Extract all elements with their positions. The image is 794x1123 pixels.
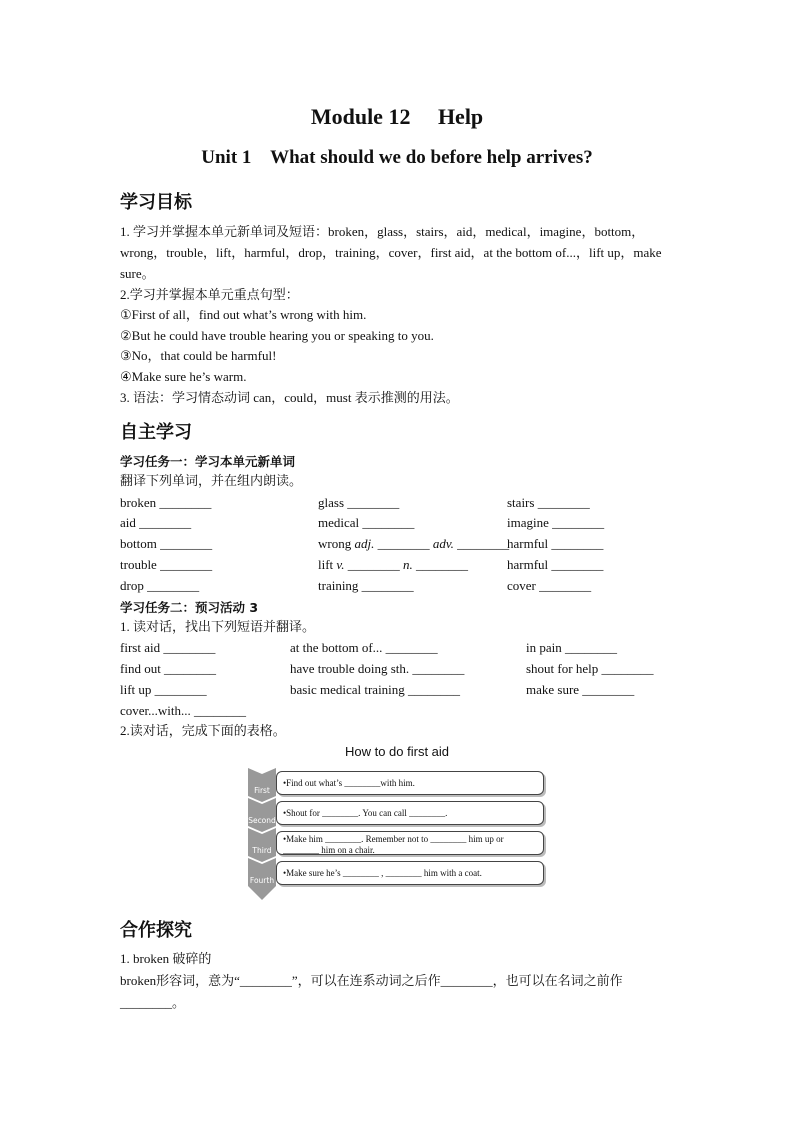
task2-instruction-1: 1. 读对话，找出下列短语并翻译。 xyxy=(120,619,316,634)
task1-instruction: 翻译下列单词，并在组内朗读。 xyxy=(120,473,303,488)
sentence-1: ①First of all，find out what’s wrong with him. xyxy=(120,307,367,322)
objective-2: 2.学习并掌握本单元重点句型： xyxy=(120,287,299,302)
module-title: Module 12 Help xyxy=(310,104,484,129)
objective-3: 3. 语法：学习情态动词 can，could，must 表示推测的用法。 xyxy=(120,390,459,405)
step-box-first: •Find out what’s ________with him. xyxy=(276,771,544,795)
word-item: harmful ________ xyxy=(507,557,604,572)
sentence-3: ③No，that could be harmful! xyxy=(120,348,277,363)
word-item: medical ________ xyxy=(318,515,415,530)
task2-instruction-2: 2.读对话，完成下面的表格。 xyxy=(120,723,286,738)
objectives-heading: 学习目标 xyxy=(120,192,192,213)
sentence-4: ④Make sure he’s warm. xyxy=(120,369,247,384)
word-item: glass ________ xyxy=(318,495,400,510)
table-title: How to do first aid xyxy=(344,744,450,759)
phrase-item: have trouble doing sth. ________ xyxy=(290,661,465,676)
word-item: broken ________ xyxy=(120,495,212,510)
phrase-item: find out ________ xyxy=(120,661,217,676)
phrase-item: first aid ________ xyxy=(120,640,216,655)
phrase-item: make sure ________ xyxy=(526,682,635,697)
step-label-third: Third xyxy=(252,846,272,855)
word-item: wrong adj. ________ adv. ________ xyxy=(318,536,510,551)
coop-item-1-text: broken形容词，意为“________”，可以在连系动词之后作________，也可以在名词之前作________。 xyxy=(120,973,623,1010)
word-item: lift v. ________ n. ________ xyxy=(318,557,468,572)
step-label-second: Second xyxy=(248,816,276,825)
phrase-item: lift up ________ xyxy=(120,682,207,697)
step-box-fourth: •Make sure he’s ________ , ________ him with a coat. xyxy=(276,861,544,885)
word-item: bottom ________ xyxy=(120,536,213,551)
phrase-item: at the bottom of... ________ xyxy=(290,640,438,655)
unit-title: Unit 1 What should we do before help arrives? xyxy=(201,147,593,168)
coop-item-1: 1. broken 破碎的 xyxy=(120,951,212,966)
phrase-item: in pain ________ xyxy=(526,640,617,655)
self-study-heading: 自主学习 xyxy=(120,422,192,443)
word-item: trouble ________ xyxy=(120,557,213,572)
phrase-item: basic medical training ________ xyxy=(290,682,461,697)
task2-title: 学习任务二：预习活动 3 xyxy=(120,600,259,615)
word-item: aid ________ xyxy=(120,515,192,530)
word-item: training ________ xyxy=(318,578,414,593)
task1-title: 学习任务一：学习本单元新单词 xyxy=(120,454,296,469)
step-label-fourth: Fourth xyxy=(249,876,275,885)
word-item: cover ________ xyxy=(507,578,592,593)
phrase-item: shout for help ________ xyxy=(526,661,654,676)
word-item: harmful ________ xyxy=(507,536,604,551)
phrase-last: cover...with... ________ xyxy=(120,703,247,718)
word-item: imagine ________ xyxy=(507,515,605,530)
step-label-first: First xyxy=(254,786,270,795)
sentence-2: ②But he could have trouble hearing you or speaking to you. xyxy=(120,328,434,343)
objective-1: 1. 学习并掌握本单元新单词及短语：broken，glass，stairs，aid，medical，imagine，bottom，wrong，trouble，lift，harmful，drop，training，cover，first aid，at the bottom of...，lift up，make sure。 xyxy=(120,224,662,281)
step-box-third: •Make him ________. Remember not to ________ him up or ________ him on a chair. xyxy=(276,831,544,855)
step-box-second: •Shout for ________. You can call ________. xyxy=(276,801,544,825)
word-item: drop ________ xyxy=(120,578,200,593)
cooperation-heading: 合作探究 xyxy=(120,920,192,941)
word-item: stairs ________ xyxy=(507,495,590,510)
